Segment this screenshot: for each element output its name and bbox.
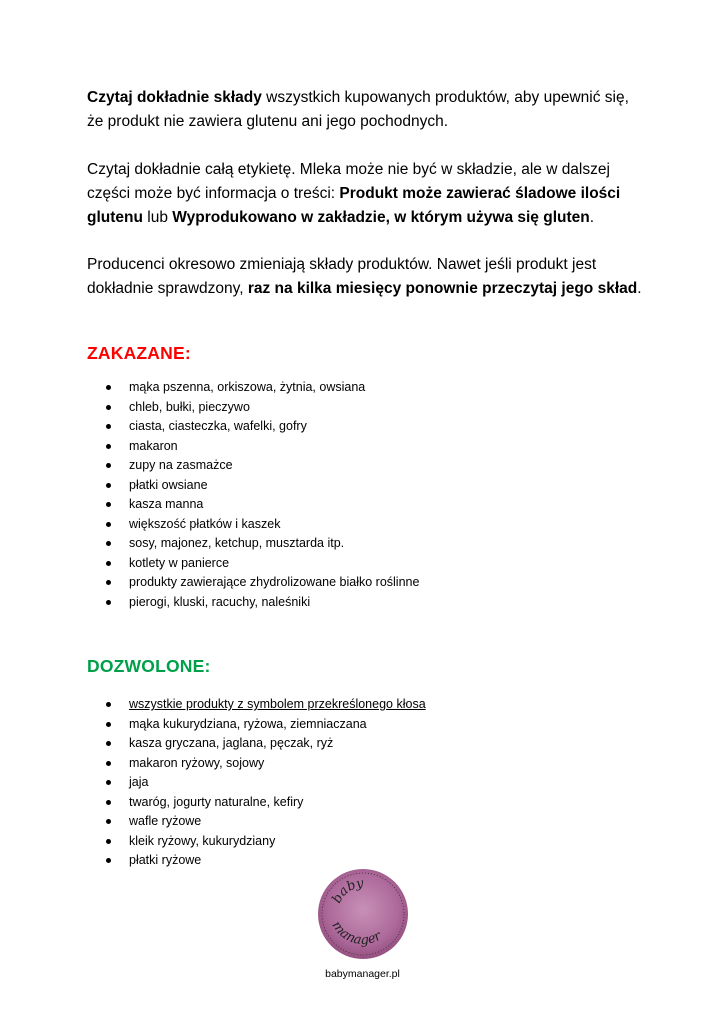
intro-p1-bold: Czytaj dokładnie składy xyxy=(87,89,262,106)
intro-paragraph-3 xyxy=(87,253,647,301)
allowed-heading: DOZWOLONE: xyxy=(87,656,211,676)
intro-p2-end: . xyxy=(589,209,595,226)
allowed-item-text: mąka kukurydziana, ryżowa, ziemniaczana xyxy=(129,716,367,731)
allowed-item xyxy=(106,734,426,754)
forbidden-item xyxy=(106,417,419,437)
forbidden-item xyxy=(106,378,419,398)
logo-word-baby: baby xyxy=(329,876,365,906)
bullet-icon xyxy=(106,780,111,785)
bullet-icon xyxy=(106,483,111,488)
bullet-icon xyxy=(106,444,111,449)
babymanager-logo xyxy=(317,868,409,960)
allowed-item-text: makaron ryżowy, sojowy xyxy=(129,755,265,770)
allowed-list xyxy=(106,695,426,871)
bullet-icon xyxy=(106,522,111,527)
bullet-icon xyxy=(106,722,111,727)
website-footer: babymanager.pl xyxy=(325,968,400,980)
allowed-item xyxy=(106,715,426,735)
allowed-item-text: kleik ryżowy, kukurydziany xyxy=(129,833,276,848)
forbidden-item xyxy=(106,495,419,515)
forbidden-item-text: kasza manna xyxy=(129,497,204,511)
forbidden-item-text: produkty zawierające zhydrolizowane białko roślinne xyxy=(129,575,420,589)
intro-paragraph-1 xyxy=(87,86,647,134)
forbidden-item xyxy=(106,515,419,535)
bullet-icon xyxy=(106,385,111,390)
forbidden-item-text: płatki owsiane xyxy=(129,477,208,492)
intro-p3-end: . xyxy=(637,280,642,297)
forbidden-item-text: makaron xyxy=(129,438,178,453)
forbidden-heading: ZAKAZANE: xyxy=(87,343,191,363)
allowed-item-text: wafle ryżowe xyxy=(129,814,202,828)
allowed-item-text: płatki ryżowe xyxy=(129,853,202,867)
forbidden-item xyxy=(106,593,419,613)
forbidden-item-text: większość płatków i kaszek xyxy=(129,516,281,531)
forbidden-item-text: sosy, majonez, ketchup, musztarda itp. xyxy=(129,536,345,550)
intro-p3-bold1: raz na kilka miesięcy ponownie przeczytaj jego skład xyxy=(247,280,638,297)
forbidden-item xyxy=(106,398,419,418)
babymanager-logo-badge xyxy=(317,868,409,960)
allowed-item xyxy=(106,754,426,774)
logo-word-manager: manager xyxy=(328,918,384,949)
bullet-icon xyxy=(106,561,111,566)
bullet-icon xyxy=(106,741,111,746)
allowed-item-text: wszystkie produkty z symbolem przekreślonego kłosa xyxy=(129,697,426,711)
intro-p2-mid: lub xyxy=(142,209,173,226)
bullet-icon xyxy=(106,424,111,429)
forbidden-list xyxy=(106,378,419,612)
bullet-icon xyxy=(106,502,111,507)
forbidden-item xyxy=(106,554,419,574)
allowed-item xyxy=(106,812,426,832)
allowed-item-text: twaróg, jogurty naturalne, kefiry xyxy=(129,794,304,809)
forbidden-item xyxy=(106,534,419,554)
forbidden-item-text: mąka pszenna, orkiszowa, żytnia, owsiana xyxy=(129,380,366,394)
bullet-icon xyxy=(106,405,111,410)
allowed-item-text: jaja xyxy=(129,775,149,789)
bullet-icon xyxy=(106,702,111,707)
bullet-icon xyxy=(106,580,111,585)
forbidden-item xyxy=(106,437,419,457)
forbidden-item-text: zupy na zasmażce xyxy=(129,458,233,472)
forbidden-item-text: kotlety w panierce xyxy=(129,555,230,570)
forbidden-item-text: pierogi, kluski, racuchy, naleśniki xyxy=(129,594,311,609)
intro-p2-bold1: Produkt może zawierać śladowe ilości glutenu xyxy=(87,185,621,226)
forbidden-item xyxy=(106,456,419,476)
intro-p1-text: wszystkich kupowanych produktów, aby upewnić się, że produkt nie zawiera glutenu ani jego pochodnych. xyxy=(87,89,629,130)
intro-p2-text1: Czytaj dokładnie całą etykietę. Mleka może nie być w składzie, ale w dalszej części może być informacja o treści: xyxy=(87,161,610,202)
allowed-item xyxy=(106,832,426,852)
forbidden-item-text: chleb, bułki, pieczywo xyxy=(129,399,250,414)
intro-paragraph-2 xyxy=(87,158,647,230)
forbidden-item xyxy=(106,476,419,496)
bullet-icon xyxy=(106,819,111,824)
allowed-item xyxy=(106,793,426,813)
forbidden-item xyxy=(106,573,419,593)
bullet-icon xyxy=(106,541,111,546)
bullet-icon xyxy=(106,800,111,805)
allowed-item xyxy=(106,695,426,715)
allowed-item-text: kasza gryczana, jaglana, pęczak, ryż xyxy=(129,736,334,750)
bullet-icon xyxy=(106,761,111,766)
bullet-icon xyxy=(106,858,111,863)
allowed-item xyxy=(106,773,426,793)
intro-p3-text1: Producenci okresowo zmieniają składy produktów. Nawet jeśli produkt jest dokładnie sprawdzony, xyxy=(87,256,597,297)
forbidden-item-text: ciasta, ciasteczka, wafelki, gofry xyxy=(129,419,307,433)
intro-p2-bold2: Wyprodukowano w zakładzie, w którym używa się gluten xyxy=(172,209,590,226)
bullet-icon xyxy=(106,839,111,844)
bullet-icon xyxy=(106,463,111,468)
bullet-icon xyxy=(106,600,111,605)
